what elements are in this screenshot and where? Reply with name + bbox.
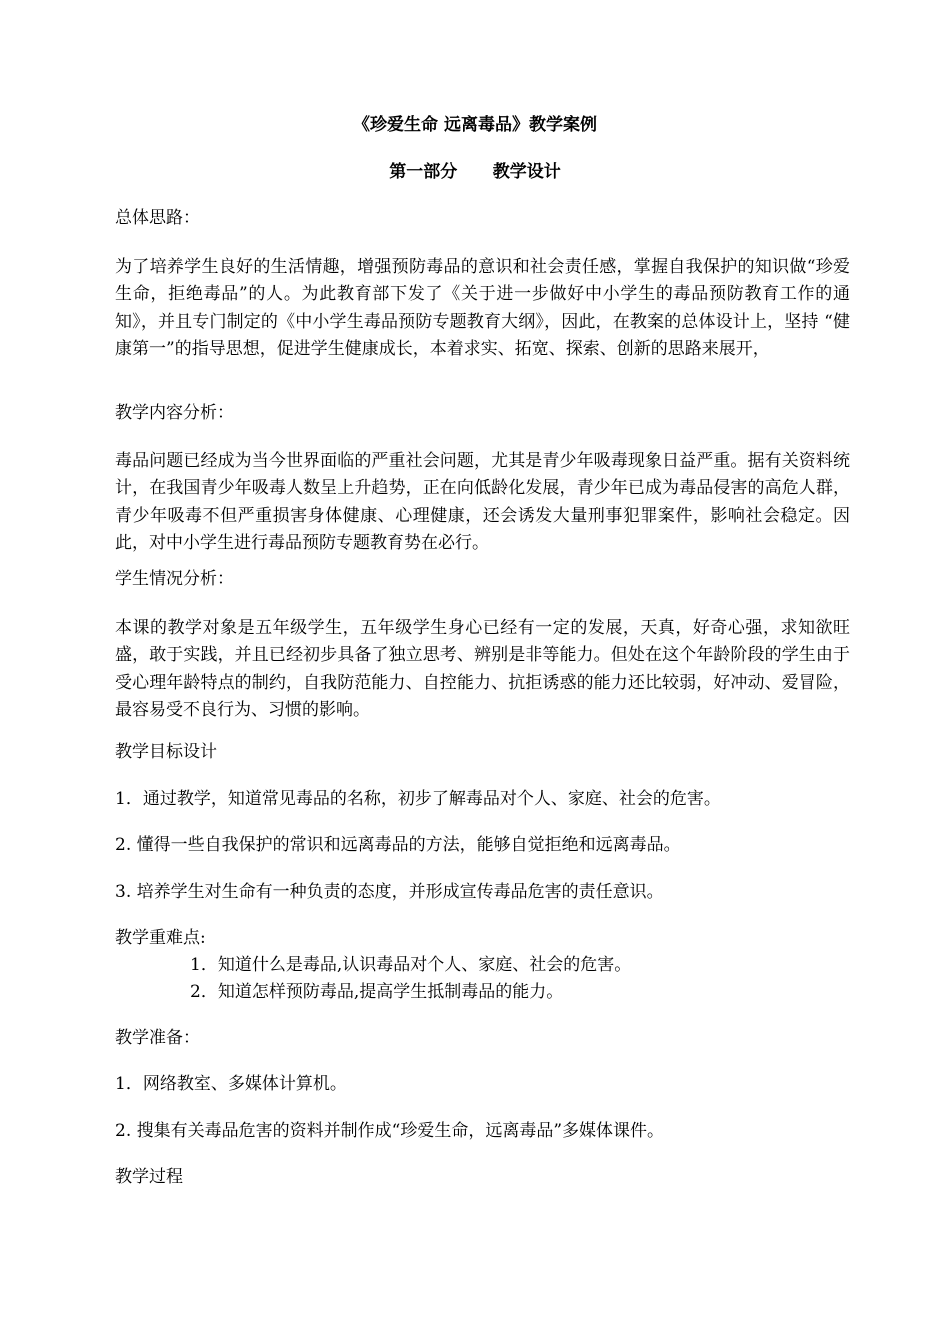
preparation-heading: 教学准备： <box>115 1028 200 1048</box>
keypoint-item: 1．知道什么是毒品,认识毒品对个人、家庭、社会的危害。 <box>190 955 632 975</box>
keypoints-heading: 教学重难点: <box>115 928 206 948</box>
goals-heading: 教学目标设计 <box>115 742 217 762</box>
goal-item: 2. 懂得一些自我保护的常识和远离毒品的方法，能够自觉拒绝和远离毒品。 <box>115 835 681 855</box>
preparation-item: 1．网络教室、多媒体计算机。 <box>115 1074 347 1094</box>
overall-heading: 总体思路： <box>115 208 200 228</box>
goal-item: 3. 培养学生对生命有一种负责的态度，并形成宣传毒品危害的责任意识。 <box>115 882 664 902</box>
document-title: 《珍爱生命 远离毒品》教学案例 <box>353 115 597 135</box>
preparation-item: 2. 搜集有关毒品危害的资料并制作成“珍爱生命，远离毒品”多媒体课件。 <box>115 1121 665 1141</box>
keypoint-item: 2．知道怎样预防毒品,提高学生抵制毒品的能力。 <box>190 982 564 1002</box>
overall-paragraph: 为了培养学生良好的生活情趣，增强预防毒品的意识和社会责任感，掌握自我保护的知识做“珍爱生命，拒绝毒品”的人。为此教育部下发了《关于进一步做好中小学生的毒品预防教育工作的通知》，并且专门制定的《中小学生毒品预防专题教育大纲》，因此，在教案的总体设计上，坚持 “健康第一”的指导思想，促进学生健康成长，本着求实、拓宽、探索、创新的思路来展开， <box>115 257 850 359</box>
document-subtitle: 第一部分 教学设计 <box>389 162 561 182</box>
students-heading: 学生情况分析： <box>115 569 234 589</box>
content-paragraph: 毒品问题已经成为当今世界面临的严重社会问题，尤其是青少年吸毒现象日益严重。据有关资料统计，在我国青少年吸毒人数呈上升趋势，正在向低龄化发展，青少年已成为毒品侵害的高危人群，青少年吸毒不但严重损害身体健康、心理健康，还会诱发大量刑事犯罪案件，影响社会稳定。因此，对中小学生进行毒品预防专题教育势在必行。 <box>115 451 850 553</box>
content-heading: 教学内容分析： <box>115 403 234 423</box>
students-paragraph: 本课的教学对象是五年级学生，五年级学生身心已经有一定的发展，天真，好奇心强，求知欲旺盛，敢于实践，并且已经初步具备了独立思考、辨别是非等能力。但处在这个年龄阶段的学生由于受心理年龄特点的制约，自我防范能力、自控能力、抗拒诱惑的能力还比较弱，好冲动、爱冒险，最容易受不良行为、习惯的影响。 <box>115 618 850 720</box>
goal-item: 1．通过教学，知道常见毒品的名称，初步了解毒品对个人、家庭、社会的危害。 <box>115 789 721 809</box>
process-heading: 教学过程 <box>115 1167 183 1187</box>
